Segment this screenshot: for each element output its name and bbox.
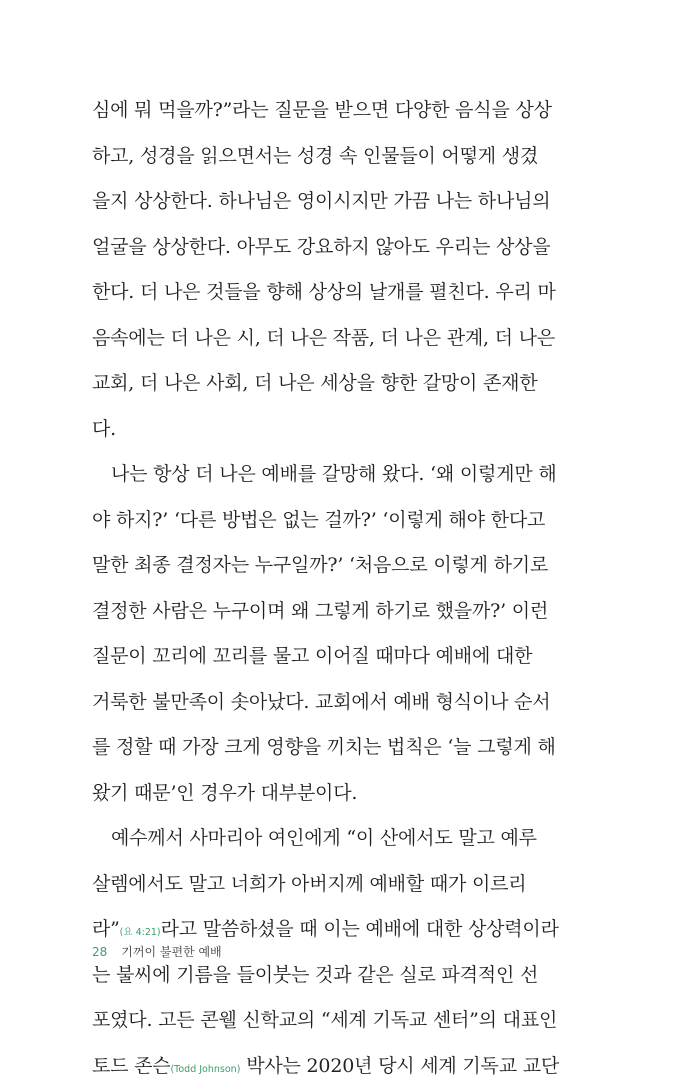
text-line: 한다. 더 나은 것들을 향해 상상의 날개를 펼친다. 우리 마 [92, 270, 560, 316]
text-line: 을지 상상한다. 하나님은 영이시지만 가끔 나는 하나님의 [92, 179, 560, 225]
text-line: 거룩한 불만족이 솟아났다. 교회에서 예배 형식이나 순서 [92, 680, 560, 726]
text-line: 야 하지?’ ‘다른 방법은 없는 걸까?’ ‘이렇게 해야 한다고 [92, 498, 560, 544]
name-annotation: (Todd Johnson) [170, 1064, 240, 1075]
text-line: 나는 항상 더 나은 예배를 갈망해 왔다. ‘왜 이렇게만 해 [92, 452, 560, 498]
line-segment: 라” [92, 918, 120, 940]
text-line: 를 정할 때 가장 크게 영향을 끼치는 법칙은 ‘늘 그렇게 해 [92, 725, 560, 771]
text-line: 다. [92, 407, 560, 453]
text-line: 음속에는 더 나은 시, 더 나은 작품, 더 나은 관계, 더 나은 [92, 316, 560, 362]
body-text [92, 88, 560, 1089]
text-line: 질문이 꼬리에 꼬리를 물고 이어질 때마다 예배에 대한 [92, 634, 560, 680]
text-line: 심에 뭐 먹을까?”라는 질문을 받으면 다양한 음식을 상상 [92, 88, 560, 134]
page-number: 28 [92, 945, 107, 959]
line-segment: 토드 존슨 [92, 1055, 170, 1077]
text-line: 얼굴을 상상한다. 아무도 강요하지 않아도 우리는 상상을 [92, 225, 560, 271]
text-line: 결정한 사람은 누구이며 왜 그렇게 하기로 했을까?’ 이런 [92, 589, 560, 635]
bible-reference: (요 4:21) [120, 927, 161, 938]
text-line: 말한 최종 결정자는 누구일까?’ ‘처음으로 이렇게 하기로 [92, 543, 560, 589]
text-line: 살렘에서도 말고 너희가 아버지께 예배할 때가 이르리 [92, 862, 560, 908]
text-line: 예수께서 사마리아 여인에게 “이 산에서도 말고 예루 [92, 816, 560, 862]
text-line: 교회, 더 나은 사회, 더 나은 세상을 향한 갈망이 존재한 [92, 361, 560, 407]
text-line: 하고, 성경을 읽으면서는 성경 속 인물들이 어떻게 생겼 [92, 134, 560, 180]
text-line: 왔기 때문’인 경우가 대부분이다. [92, 771, 560, 817]
text-line: 포였다. 고든 콘웰 신학교의 “세계 기독교 센터”의 대표인 [92, 998, 560, 1044]
page-footer [92, 943, 222, 960]
text-line [92, 1044, 560, 1089]
line-segment: 라고 말씀하셨을 때 이는 예배에 대한 상상력이라 [161, 918, 559, 940]
book-title: 기꺼이 불편한 예배 [121, 945, 221, 959]
line-segment: 박사는 2020년 당시 세계 기독교 교단 [240, 1055, 559, 1077]
text-line: 는 불씨에 기름을 들이붓는 것과 같은 실로 파격적인 선 [92, 953, 560, 999]
